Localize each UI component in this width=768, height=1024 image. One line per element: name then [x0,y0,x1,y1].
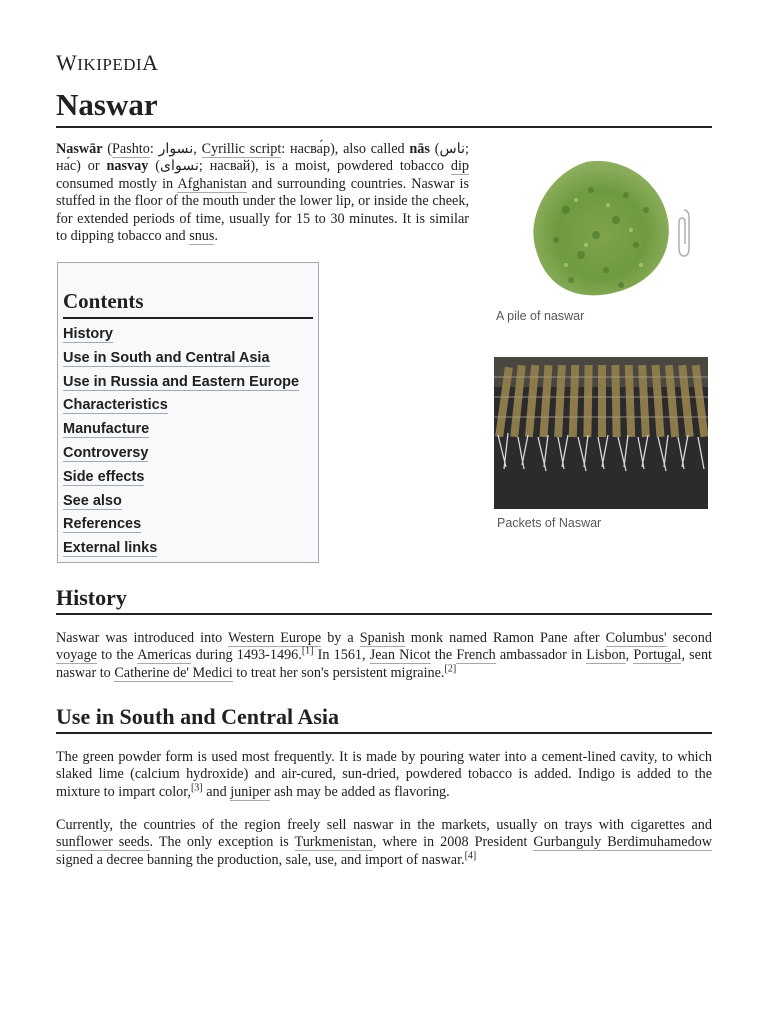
figure-packets [494,357,708,530]
text: In 1561, [313,647,370,664]
toc-item-history[interactable] [63,323,313,347]
cyrillic-text: насва́р [289,141,331,157]
link-catherine-de-medici[interactable]: Catherine de' Medici [114,664,233,681]
toc-item-label: Manufacture [63,421,150,438]
heading-south-central-asia: Use in South and Central Asia [56,703,712,734]
naswar-pile-image[interactable] [496,150,708,300]
link-voyage[interactable]: voyage [56,647,97,664]
bold-nasvay: nasvay [106,158,149,175]
text: ambassador in [495,647,587,664]
toc-item-see-also[interactable] [63,490,313,514]
link-cyrillic-script[interactable]: Cyrillic script [201,141,282,157]
toc-item-label: Controversy [63,444,149,461]
text: , where in 2008 President [372,834,534,851]
toc-item-label: Use in South and Central Asia [63,349,270,366]
toc-item-south-central-asia[interactable] [63,347,313,371]
text: Naswar was introduced into [56,630,229,646]
wordmark-final: A [142,50,159,75]
link-columbus[interactable]: Columbus' [605,630,667,646]
intro-text: consumed mostly in [56,175,178,192]
bold-term: Naswār [56,141,103,157]
link-french[interactable]: French [456,647,496,664]
intro-text: . [214,228,218,245]
link-americas[interactable]: Americas [137,647,192,664]
text: to treat her son's persistent migraine. [232,664,445,681]
ref-1[interactable]: [1] [301,645,314,657]
toc-item-label: See also [63,492,122,509]
toc-title: Contents [63,287,313,319]
figure-pile [496,150,708,323]
link-turkmenistan[interactable]: Turkmenistan [294,834,373,851]
link-dip[interactable]: dip [450,158,469,175]
text: second [666,630,712,646]
text: during 1493-1496. [191,647,302,664]
text: monk named Ramon Pane after [404,630,606,646]
link-gurbanguly-berdimuhamedow[interactable]: Gurbanguly Berdimuhamedow [533,834,713,851]
link-pashto[interactable]: Pashto [112,141,150,157]
toc-item-side-effects[interactable] [63,466,313,490]
south-asia-paragraph-2 [56,817,712,869]
text: the [430,647,457,664]
ref-3[interactable]: [3] [190,782,203,794]
heading-history: History [56,584,712,615]
intro-text: and surrounding countries. Naswar is stuffed in the floor of the mouth under the lower lip, or inside the cheek, for extended periods of time, usually for 15 to 30 minutes. It is similar to dipping tobacco and [56,175,469,245]
pile-caption: A pile of naswar [496,309,585,323]
link-snus[interactable]: snus [189,228,215,245]
text: Currently, the countries of the region freely sell naswar in the markets, usually on trays with cigarettes and [56,817,712,833]
toc-item-label: History [63,326,113,342]
toc-item-characteristics[interactable] [63,394,313,418]
toc-item-manufacture[interactable] [63,418,313,442]
link-juniper[interactable]: juniper [230,783,271,800]
south-asia-paragraph-1 [56,749,712,801]
wikipedia-wordmark[interactable] [56,50,159,76]
naswar-packets-image[interactable] [494,357,708,509]
toc-item-russia-eastern-europe[interactable] [63,371,313,395]
link-portugal[interactable]: Portugal [633,647,682,664]
toc-item-label: Side effects [63,468,145,485]
text: The green powder form is used most frequently. It is made by pouring water into a cement-lined cavity, to which slaked lime (calcium hydroxide) and air-cured, sun-dried, powdered tobacco is added. Indigo is added to the mixture to impart color, [56,749,712,800]
bold-nas: nās [409,141,430,157]
intro-text: (ناس; на́с) or [56,141,469,175]
toc-item-label: Characteristics [63,397,168,414]
toc-list [63,323,313,561]
link-lisbon[interactable]: Lisbon [586,647,626,664]
page-title: Naswar [56,86,712,128]
text: , sent naswar to [56,647,713,681]
intro-paragraph: Naswār (Pashto: نسوار, Cyrillic script: насва́р), also called nās (ناس; на́с) or nasvay (نسوای; насвай), is a moist, powdered tobacco dip consumed mostly in Afghanistan and surrounding countries. Naswar is stuffed in the floor of the mouth under the lower lip, or inside the cheek, for extended periods of time, usually for 15 to 30 minutes. It is similar to dipping tobacco and snus. [56,141,469,245]
toc-item-external-links[interactable] [63,537,313,561]
link-jean-nicot[interactable]: Jean Nicot [369,647,431,664]
wordmark-initial: W [56,50,78,75]
text: signed a decree banning the production, sale, use, and import of naswar. [56,851,465,868]
history-paragraph [56,630,712,682]
link-sunflower-seeds[interactable]: sunflower seeds [56,834,150,851]
toc-item-references[interactable] [63,513,313,537]
toc-item-label: External links [63,540,158,557]
intro-text: ), also called [330,141,410,157]
ref-2[interactable]: [2] [444,663,457,675]
text: and [202,783,231,800]
text: , [625,647,634,664]
packets-caption: Packets of Naswar [497,516,602,530]
table-of-contents [57,262,319,563]
text: ash may be added as flavoring. [270,783,450,800]
text: to the [96,647,138,664]
link-western-europe[interactable]: Western Europe [228,630,322,646]
intro-text: (نسوای; насвай), is a moist, powdered tobacco [148,158,451,175]
text: by a [321,630,360,646]
link-afghanistan[interactable]: Afghanistan [177,175,247,192]
text: . The only exception is [149,834,295,851]
link-spanish[interactable]: Spanish [359,630,405,646]
toc-item-label: Use in Russia and Eastern Europe [63,373,300,390]
toc-item-label: References [63,516,142,533]
pashto-text: نسوار [158,141,194,157]
toc-item-controversy[interactable] [63,442,313,466]
ref-4[interactable]: [4] [464,850,477,862]
wordmark-middle: IKIPEDI [77,55,143,74]
